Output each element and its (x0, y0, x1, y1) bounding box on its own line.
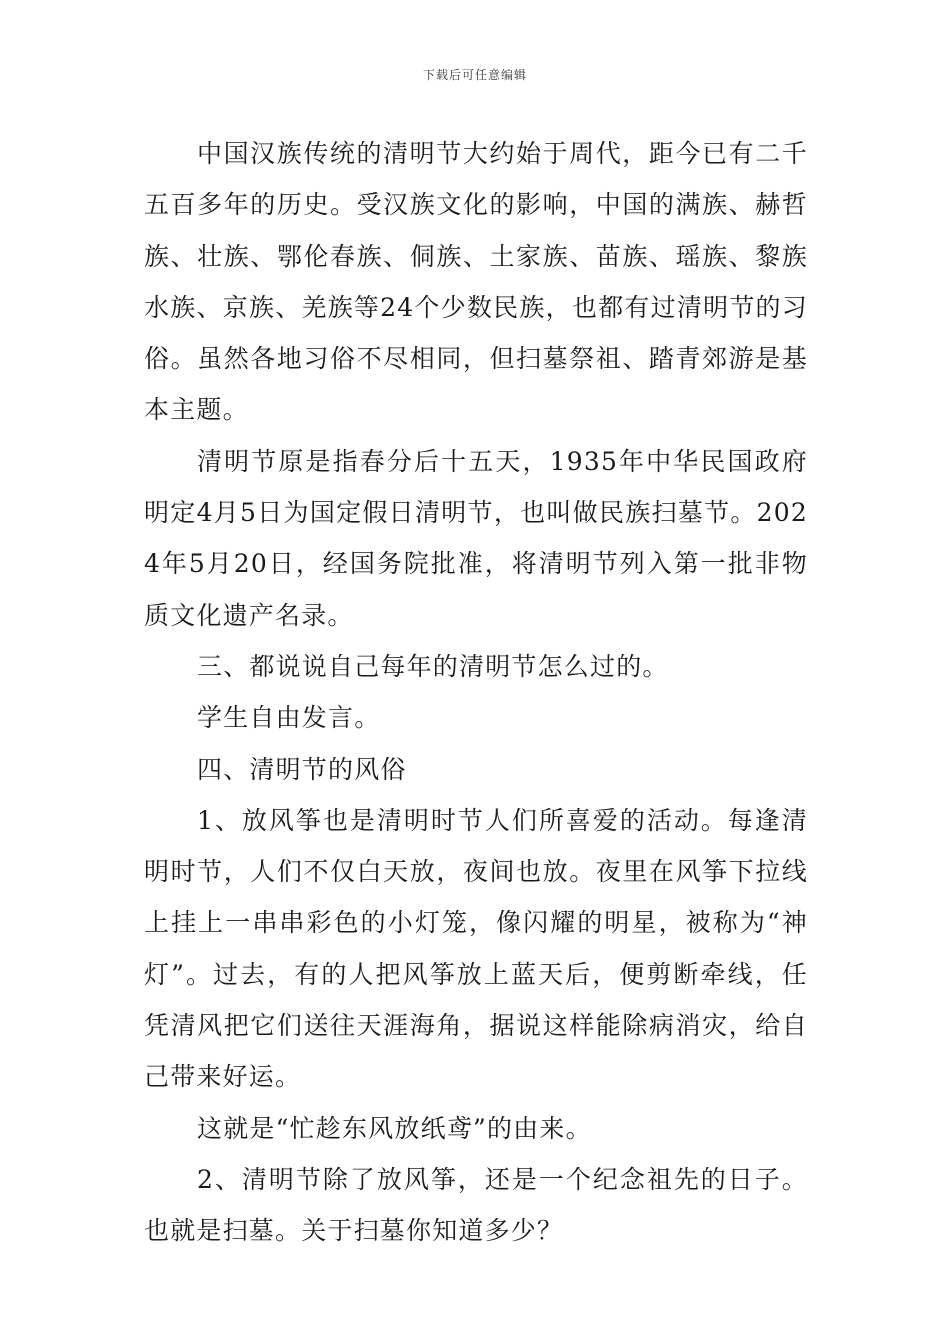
paragraph-origin: 清明节原是指春分后十五天，1935年中华民国政府明定4月5日为国定假日清明节，也叫做民族扫墓节。2024年5月20日，经国务院批准，将清明节列入第一批非物质文化遗产名录。 (144, 446, 808, 630)
paragraph-kite-flying: 1、放风筝也是清明时节人们所喜爱的活动。每逢清明时节，人们不仅白天放，夜间也放。夜里在风筝下拉线上挂上一串串彩色的小灯笼，像闪耀的明星，被称为“神灯”。过去，有的人把风筝放上蓝天后，便剪断牵线，任凭清风把它们送往天涯海角，据说这样能除病消灾，给自己带来好运。 (144, 805, 808, 1092)
paragraph-history: 中国汉族传统的清明节大约始于周代，距今已有二千五百多年的历史。受汉族文化的影响，中国的满族、赫哲族、壮族、鄂伦春族、侗族、土家族、苗族、瑶族、黎族水族、京族、羌族等24个少数民族，也都有过清明节的习俗。虽然各地习俗不尽相同，但扫墓祭祖、踏青郊游是基本主题。 (144, 139, 808, 425)
header-note: 下载后可任意编辑 (422, 68, 527, 82)
paragraph-student-speech: 学生自由发言。 (197, 703, 381, 733)
section-heading-four: 四、清明节的风俗 (197, 754, 407, 784)
paragraph-tomb-sweeping: 2、清明节除了放风筝，还是一个纪念祖先的日子。也就是扫墓。关于扫墓你知道多少？ (144, 1164, 808, 1246)
paragraph-kite-origin: 这就是“忙趁东风放纸鸢”的由来。 (197, 1113, 592, 1143)
document-body (144, 128, 808, 1257)
section-heading-three: 三、都说说自己每年的清明节怎么过的。 (197, 651, 669, 681)
